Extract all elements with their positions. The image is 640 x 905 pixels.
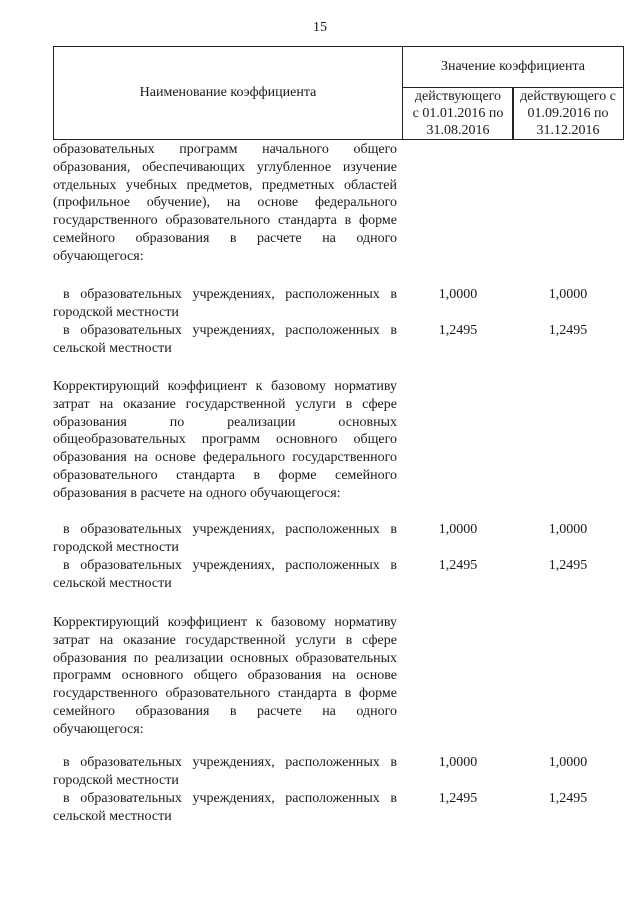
row-value-period-1: 1,2495 xyxy=(438,791,478,806)
row-label: в образовательных учреждениях, расположенных в городской местности xyxy=(53,287,397,320)
header-period-2 xyxy=(512,87,624,140)
header-name-column: Наименование коэффициента xyxy=(53,46,403,140)
row-label: в образовательных учреждениях, расположенных в сельской местности xyxy=(53,323,397,356)
row-label: в образовательных учреждениях, расположенных в городской местности xyxy=(53,755,397,788)
row-value-period-1: 1,2495 xyxy=(438,558,478,573)
section-1-text: образовательных программ начального общего образования, обеспечивающих углубленное изучение отдельных учебных предметов, предметных областей (профильное обучение), на основе федерального государственного образовательного стандарта в форме семейного образования в расчете на одного обучающегося: xyxy=(53,142,397,264)
header-value-column: Значение коэффициента xyxy=(402,46,624,88)
row-value-period-2: 1,2495 xyxy=(548,791,588,806)
row-label: в образовательных учреждениях, расположенных в сельской местности xyxy=(53,558,397,591)
row-label: в образовательных учреждениях, расположенных в городской местности xyxy=(53,522,397,555)
section-3-text: Корректирующий коэффициент к базовому нормативу затрат на оказание государственной услуги в сфере образования по реализации основных образовательных программ основного общего образования на основе государственного образовательного стандарта в форме семейного образования в расчете на одного обучающегося: xyxy=(53,615,397,737)
row-value-period-1: 1,0000 xyxy=(438,522,478,537)
section-1-row-urban xyxy=(53,286,624,322)
row-value-period-1: 1,0000 xyxy=(438,755,478,770)
row-value-period-1: 1,2495 xyxy=(438,323,478,338)
row-value-period-2: 1,2495 xyxy=(548,558,588,573)
header-period-1 xyxy=(402,87,514,140)
section-2-row-rural xyxy=(53,557,624,593)
row-value-period-2: 1,0000 xyxy=(548,522,588,537)
header-period-2-text: действующего с 01.09.2016 по 31.12.2016 xyxy=(520,89,616,138)
row-value-period-1: 1,0000 xyxy=(438,287,478,302)
page-number: 15 xyxy=(313,20,327,35)
row-value-period-2: 1,0000 xyxy=(548,755,588,770)
section-1-row-rural xyxy=(53,322,624,358)
header-period-1-text: действующего с 01.01.2016 по 31.08.2016 xyxy=(412,89,504,138)
section-3-row-rural xyxy=(53,790,624,826)
section-3-row-urban xyxy=(53,754,624,790)
section-2-row-urban xyxy=(53,521,624,557)
row-label: в образовательных учреждениях, расположенных в сельской местности xyxy=(53,791,397,824)
row-value-period-2: 1,2495 xyxy=(548,323,588,338)
row-value-period-2: 1,0000 xyxy=(548,287,588,302)
section-2-text: Корректирующий коэффициент к базовому нормативу затрат на оказание государственной услуги в сфере образования по реализации основных общеобразовательных программ основного общего образования на основе федерального государственного образовательного стандарта в форме семейного образования в расчете на одного обучающегося: xyxy=(53,379,397,501)
